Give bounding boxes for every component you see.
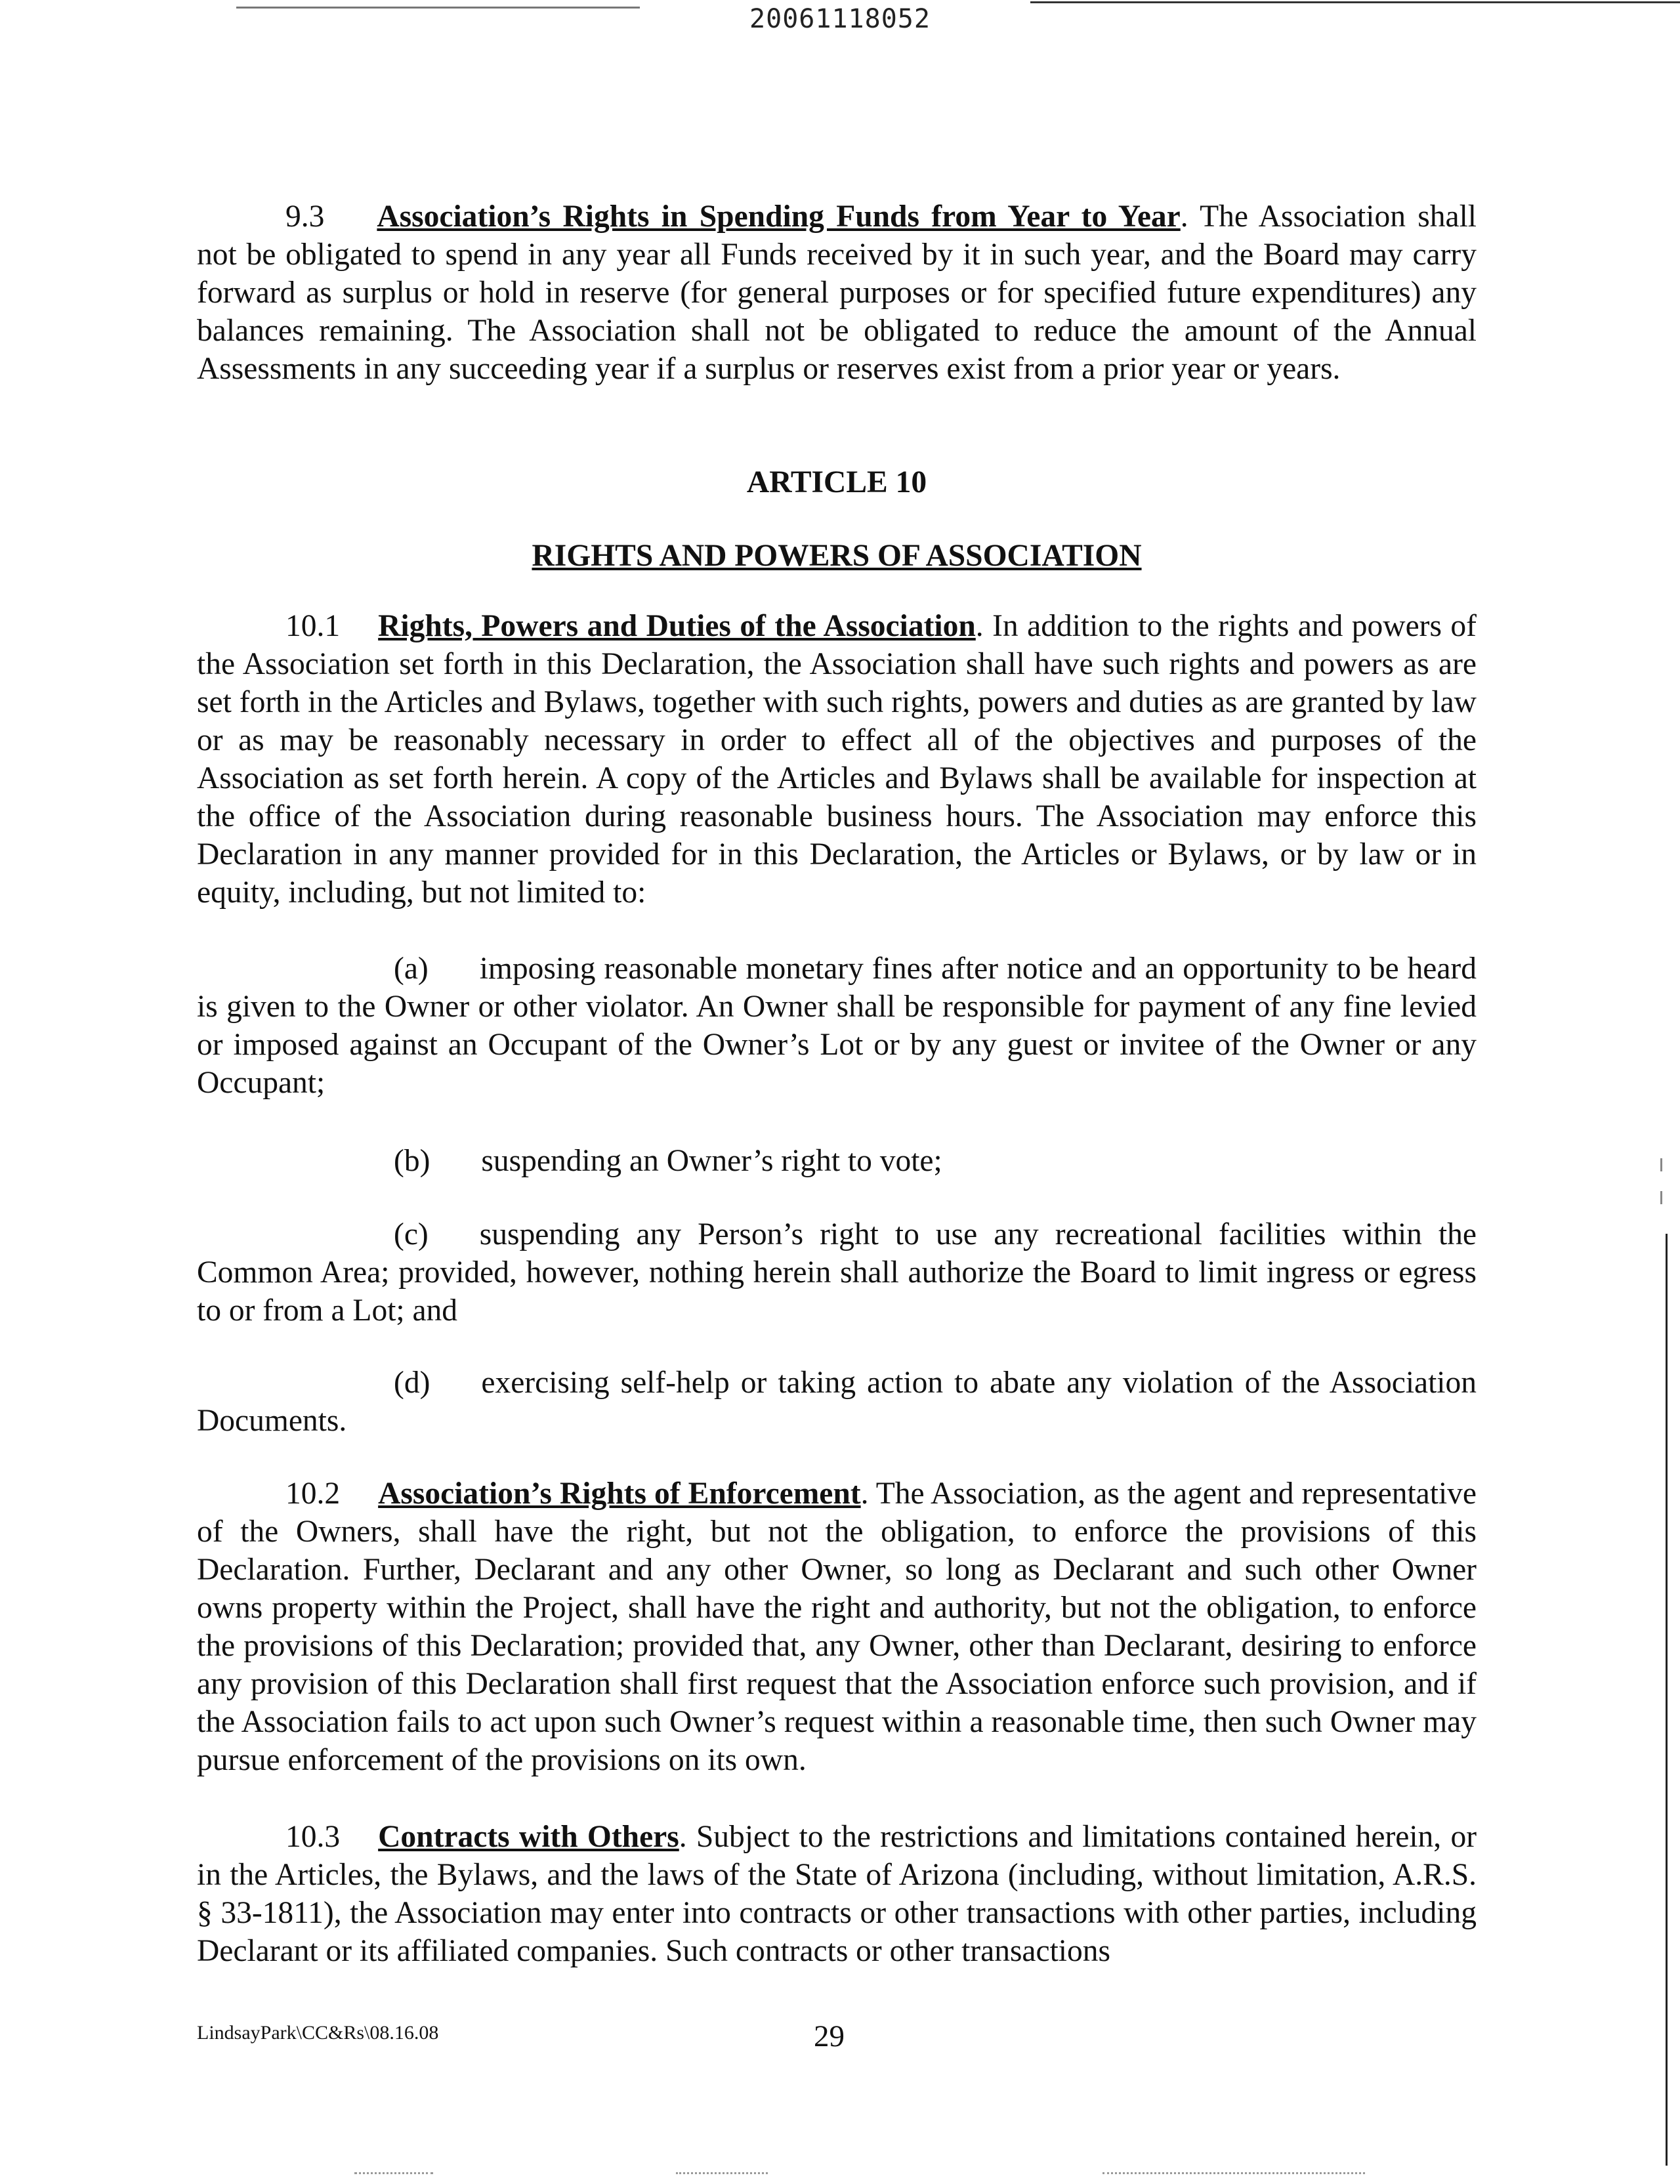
scan-bottom-mark	[1102, 2172, 1365, 2174]
item-label: (c)	[394, 1217, 429, 1251]
article-label: ARTICLE 10	[746, 465, 927, 499]
footer-file-reference: LindsayPark\CC&Rs\08.16.08	[197, 2022, 439, 2044]
section-10-2	[197, 1475, 1477, 1779]
list-item-c	[197, 1215, 1477, 1330]
list-item-b	[197, 1142, 1477, 1180]
item-label: (a)	[394, 952, 429, 986]
section-number: 10.3	[285, 1820, 341, 1854]
list-item-d	[197, 1364, 1477, 1440]
scan-bottom-mark	[354, 2172, 433, 2174]
section-heading: Association’s Rights of Enforcement	[378, 1477, 861, 1511]
item-text: imposing reasonable monetary fines after notice and an opportunity to be heard is given to the Owner or other violator. An Owner shall be responsible for payment of any fine levied or imposed against an Occupant of the Owner’s Lot or by any guest or invitee of the Owner or any Occupant;	[197, 952, 1477, 1100]
section-number: 10.2	[285, 1477, 341, 1511]
section-body: . The Association shall not be obligated to spend in any year all Funds received by it in such year, and the Board may carry forward as surplus or hold in reserve (for general purposes or for specified future expenditures) any balances remaining. The Association shall not be obligated to reduce the amount of the Annual Assessments in any succeeding year if a surplus or reserves exist from a prior year or years.	[197, 200, 1477, 386]
recording-number: 20061118052	[749, 4, 931, 34]
page-number: 29	[814, 2019, 845, 2053]
item-text: suspending an Owner’s right to vote;	[481, 1144, 942, 1178]
top-scan-rule-right	[1030, 1, 1680, 3]
scan-edge-line	[1666, 1234, 1668, 2166]
section-heading: Rights, Powers and Duties of the Association	[378, 609, 976, 643]
section-heading: Contracts with Others	[378, 1820, 679, 1854]
item-label: (b)	[394, 1144, 430, 1178]
article-title: RIGHTS AND POWERS OF ASSOCIATION	[532, 539, 1142, 573]
item-label: (d)	[394, 1366, 430, 1400]
section-heading: Association’s Rights in Spending Funds from Year to Year	[377, 200, 1181, 234]
item-text: suspending any Person’s right to use any recreational facilities within the Common Area; provided, however, nothing herein shall authorize the Board to limit ingress or egress to or from a Lot; and	[197, 1217, 1477, 1328]
section-body: . Subject to the restrictions and limitations contained herein, or in the Articles, the Bylaws, and the laws of the State of Arizona (including, without limitation, A.R.S. § 33-1811), the Association may enter into contracts or other transactions with other parties, including Declarant or its affiliated companies. Such contracts or other transactions	[197, 1820, 1477, 1968]
section-9-3	[197, 198, 1477, 388]
list-item-a	[197, 950, 1477, 1102]
section-number: 10.1	[285, 609, 341, 643]
section-body: . The Association, as the agent and representative of the Owners, shall have the right, but not the obligation, to enforce the provisions of this Declaration. Further, Declarant and any other Owner, so long as Declarant and such other Owner owns property within the Project, shall have the right and authority, but not the obligation, to enforce the provisions of this Declaration; provided that, any Owner, other than Declarant, desiring to enforce any provision of this Declaration shall first request that the Association enforce such provision, and if the Association fails to act upon such Owner’s request within a reasonable time, then such Owner may pursue enforcement of the provisions on its own.	[197, 1477, 1477, 1777]
section-10-3	[197, 1818, 1477, 1970]
scan-edge-tick	[1660, 1191, 1662, 1204]
section-body: . In addition to the rights and powers of the Association set forth in this Declaration, the Association shall have such rights and powers as are set forth in the Articles and Bylaws, together with such rights, powers and duties as are granted by law or as may be reasonably necessary in order to effect all of the objectives and purposes of the Association as set forth herein. A copy of the Articles and Bylaws shall be available for inspection at the office of the Association during reasonable business hours. The Association may enforce this Declaration in any manner provided for in this Declaration, the Articles or Bylaws, or by law or in equity, including, but not limited to:	[197, 609, 1477, 910]
scan-edge-tick	[1660, 1158, 1662, 1171]
section-number: 9.3	[285, 200, 325, 234]
section-10-1	[197, 607, 1477, 912]
item-text: exercising self-help or taking action to abate any violation of the Association Documents.	[197, 1366, 1477, 1438]
scan-bottom-mark	[676, 2172, 768, 2174]
